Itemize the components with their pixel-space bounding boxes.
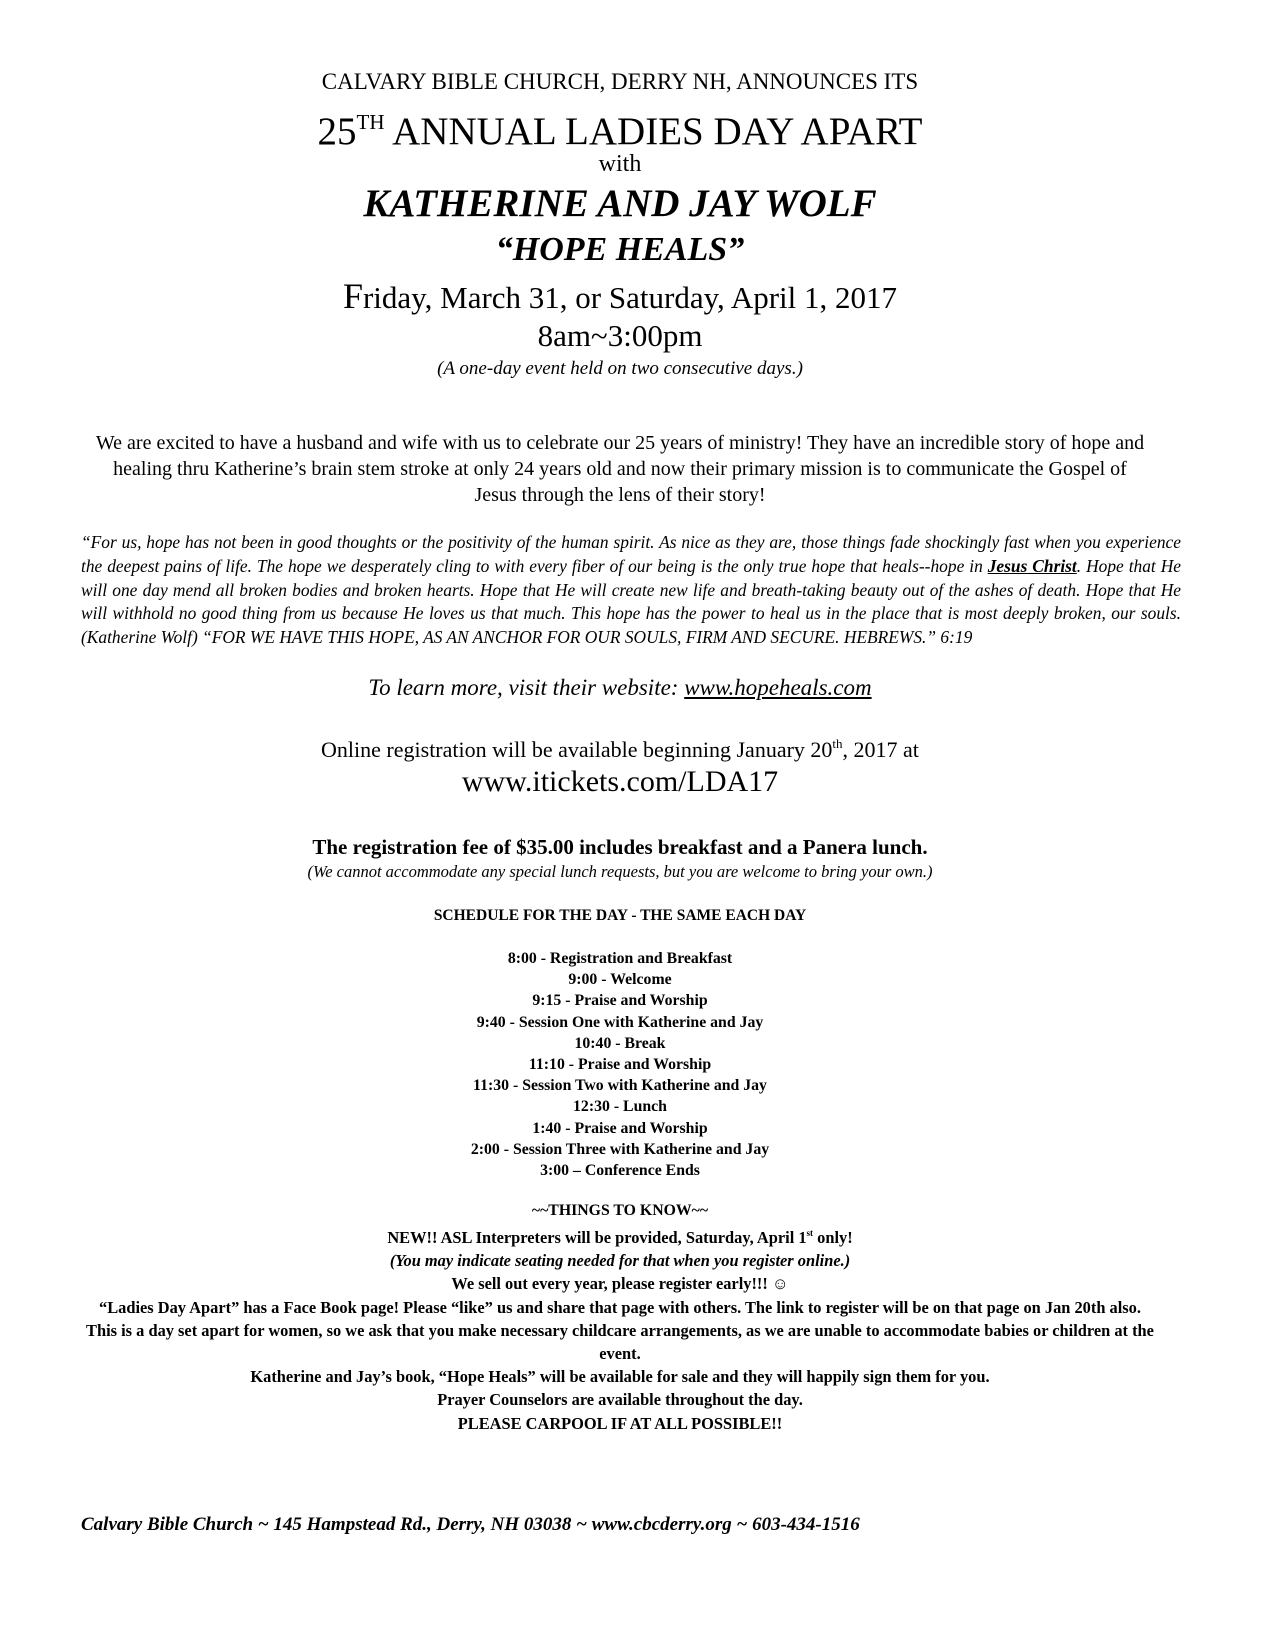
church-footer: Calvary Bible Church ~ 145 Hampstead Rd., Derry, NH 03038 ~ www.cbcderry.org ~ 603-434-1516 bbox=[81, 1514, 860, 1535]
announcement-line: CALVARY BIBLE CHURCH, DERRY NH, ANNOUNCES ITS bbox=[321, 69, 919, 94]
registration-text: Online registration will be available beginning January 20 bbox=[321, 737, 833, 762]
quote-part-1: “For us, hope has not been in good thoughts or the positivity of the human spirit. As nice as they are, those things fade shockingly fast when you experience the deepest pains of life. The hope we desperately cling to with every fiber of our being is the only true hope that heals--hope in bbox=[81, 532, 1181, 576]
event-note: (A one-day event held on two consecutive days.) bbox=[437, 358, 803, 379]
schedule-item: 10:40 - Break bbox=[574, 1034, 666, 1052]
itickets-link[interactable]: www.itickets.com/LDA17 bbox=[461, 765, 779, 798]
speakers-heading: KATHERINE AND JAY WOLF bbox=[363, 182, 877, 225]
book-note: Katherine and Jay’s book, “Hope Heals” will be available for sale and they will happily sign them for you. bbox=[250, 1367, 990, 1387]
things-to-know-heading: ~~THINGS TO KNOW~~ bbox=[531, 1202, 709, 1219]
title-superscript: TH bbox=[356, 110, 385, 134]
schedule-list bbox=[0, 948, 1240, 1181]
registration-text-2: , 2017 at bbox=[842, 737, 919, 762]
event-title bbox=[0, 100, 1240, 154]
fee-note: (We cannot accommodate any special lunch requests, but you are welcome to bring your own.) bbox=[307, 862, 933, 881]
title-text: ANNUAL LADIES DAY APART bbox=[384, 110, 923, 153]
theme-heading: “HOPE HEALS” bbox=[495, 231, 745, 268]
learn-more-line bbox=[0, 674, 1240, 702]
dates-text: riday, March 31, or Saturday, April 1, 2017 bbox=[362, 280, 898, 315]
carpool-note: PLEASE CARPOOL IF AT ALL POSSIBLE!! bbox=[457, 1413, 783, 1433]
seating-note: (You may indicate seating needed for that when you register online.) bbox=[389, 1251, 851, 1271]
schedule-item: 9:00 - Welcome bbox=[568, 971, 672, 989]
event-dates bbox=[0, 278, 1240, 316]
schedule-heading: SCHEDULE FOR THE DAY - THE SAME EACH DAY bbox=[433, 907, 807, 924]
schedule-item: 9:40 - Session One with Katherine and Jay bbox=[476, 1013, 764, 1031]
intro-paragraph: We are excited to have a husband and wife with us to celebrate our 25 years of ministry! They have an incredible story of hope and healing thru Katherine’s brain stem stroke at only 24 years old and now their primary mission is to communicate the Gospel of Jesus through the lens of their story! bbox=[95, 432, 1145, 506]
asl-superscript: st bbox=[806, 1228, 814, 1238]
with-text: with bbox=[598, 151, 642, 177]
hopeheals-link[interactable]: www.hopeheals.com bbox=[684, 675, 872, 700]
quote-emphasis: Jesus Christ bbox=[987, 555, 1077, 576]
asl-notice bbox=[80, 1222, 1160, 1249]
schedule-item: 2:00 - Session Three with Katherine and Jay bbox=[470, 1140, 770, 1158]
things-to-know-list bbox=[80, 1222, 1160, 1435]
quote-part-2: . Hope that He will one day mend all broken bodies and broken hearts. Hope that He will create new life and breath-taking beauty out of the ashes of death. Hope that He will withhold no good thing from us because He loves us that much. This hope has the power to heal us in the place that is most deeply broken, our souls. (Katherine Wolf) “FOR WE HAVE THIS HOPE, AS AN ANCHOR FOR OUR SOULS, FIRM AND SECURE. HEBREWS.” 6:19 bbox=[81, 555, 1181, 647]
facebook-note: “Ladies Day Apart” has a Face Book page! Please “like” us and share that page with others. The link to register will be on that page on Jan 20th also. bbox=[99, 1297, 1141, 1317]
asl-text: NEW!! ASL Interpreters will be provided, Saturday, April 1 bbox=[387, 1228, 807, 1247]
prayer-note: Prayer Counselors are available throughout the day. bbox=[437, 1390, 803, 1410]
schedule-item: 1:40 - Praise and Worship bbox=[532, 1119, 708, 1137]
sellout-note: We sell out every year, please register early!!! ☺ bbox=[451, 1274, 789, 1294]
schedule-item: 3:00 – Conference Ends bbox=[540, 1162, 700, 1180]
schedule-item: 12:30 - Lunch bbox=[573, 1098, 667, 1116]
registration-line bbox=[0, 730, 1240, 764]
schedule-item: 8:00 - Registration and Breakfast bbox=[507, 950, 733, 967]
quote-paragraph bbox=[81, 531, 1181, 649]
asl-text-2: only! bbox=[813, 1228, 853, 1247]
registration-superscript: th bbox=[832, 736, 843, 751]
schedule-item: 9:15 - Praise and Worship bbox=[532, 992, 708, 1010]
title-number: 25 bbox=[317, 110, 357, 153]
childcare-note: This is a day set apart for women, so we ask that you make necessary childcare arrangements, as we are unable to accommodate babies or children at the event. bbox=[86, 1320, 1154, 1364]
schedule-item: 11:30 - Session Two with Katherine and Jay bbox=[473, 1077, 767, 1095]
event-time: 8am~3:00pm bbox=[537, 318, 703, 353]
dates-initial: F bbox=[342, 276, 363, 316]
registration-fee: The registration fee of $35.00 includes breakfast and a Panera lunch. bbox=[312, 835, 928, 859]
learn-more-text: To learn more, visit their website: bbox=[368, 675, 685, 700]
schedule-item: 11:10 - Praise and Worship bbox=[528, 1056, 712, 1074]
